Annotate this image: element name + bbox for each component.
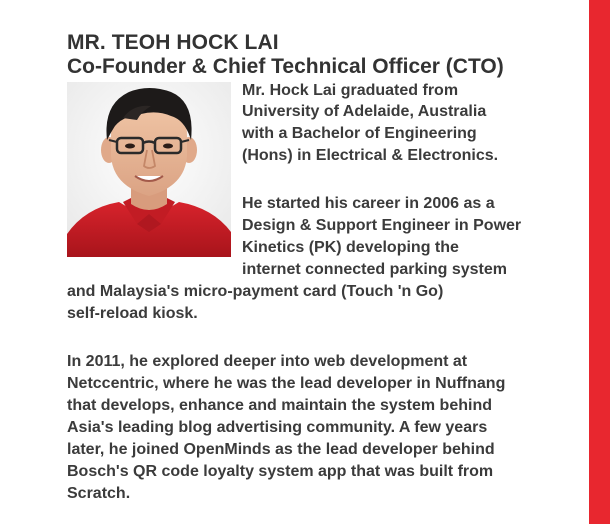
accent-side-bar — [589, 0, 610, 524]
person-name: MR. TEOH HOCK LAI — [67, 31, 279, 54]
bio-para1-line: University of Adelaide, Australia — [242, 103, 487, 120]
bio-para2-line: Kinetics (PK) developing the — [242, 239, 459, 256]
bio-para3-line: Bosch's QR code loyalty system app that was built from — [67, 463, 494, 480]
bio-para3-line: In 2011, he explored deeper into web development at — [67, 353, 468, 370]
portrait-photo — [67, 82, 231, 257]
person-role: Co-Founder & Chief Technical Officer (CTO) — [67, 55, 504, 78]
bio-para1-line: (Hons) in Electrical & Electronics. — [242, 147, 499, 164]
bio-para1-line: with a Bachelor of Engineering — [242, 125, 477, 142]
bio-para1-line: Mr. Hock Lai graduated from — [242, 82, 459, 99]
bio-para2-line: Design & Support Engineer in Power — [242, 217, 522, 234]
bio-para3-line: Netccentric, where he was the lead developer in Nuffnang — [67, 375, 506, 392]
bio-para3-line: Scratch. — [67, 485, 131, 502]
bio-para2-line: and Malaysia's micro-payment card (Touch 'n Go) — [67, 283, 444, 300]
bio-para2-line: self-reload kiosk. — [67, 305, 198, 322]
portrait-photo-icon — [67, 82, 231, 257]
bio-para3-line: that develops, enhance and maintain the system behind — [67, 397, 492, 414]
bio-para2-line: internet connected parking system — [242, 261, 507, 278]
bio-para3-line: later, he joined OpenMinds as the lead developer behind — [67, 441, 495, 458]
bio-para3-line: Asia's leading blog advertising community. A few years — [67, 419, 488, 436]
bio-para2-line: He started his career in 2006 as a — [242, 195, 495, 212]
